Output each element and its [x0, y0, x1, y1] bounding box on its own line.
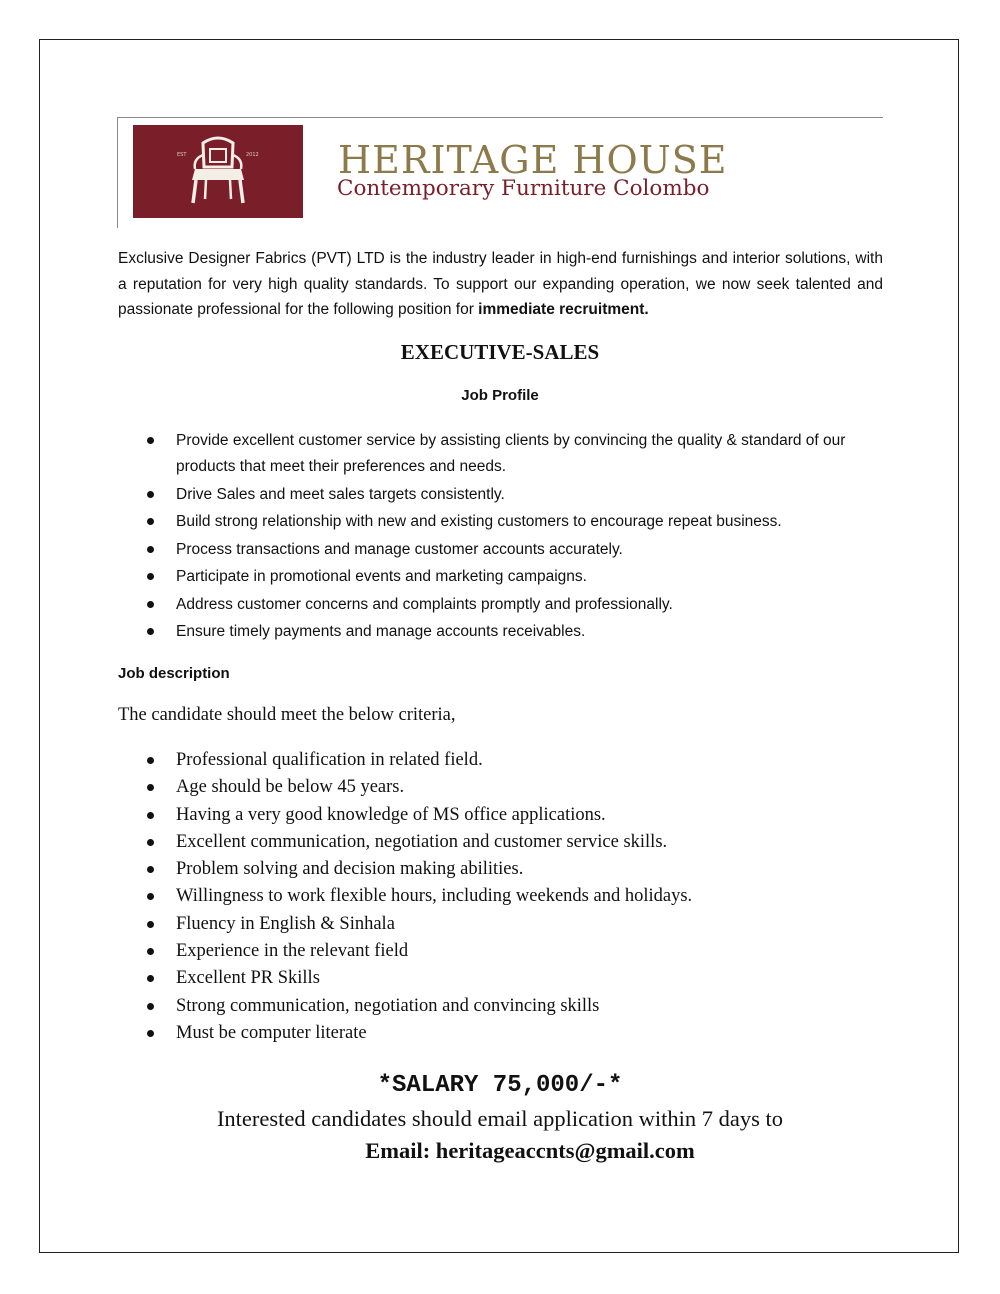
criteria-intro: The candidate should meet the below criteria, [118, 705, 456, 725]
bullet-icon [147, 975, 154, 982]
bullet-icon [147, 1003, 154, 1010]
salary-line: *SALARY 75,000/-* [377, 1072, 623, 1099]
job-description-heading: Job description [118, 665, 230, 682]
brand-name: HERITAGE HOUSE [338, 138, 728, 182]
list-item: Problem solving and decision making abilities. [117, 856, 887, 883]
bullet-icon [147, 437, 154, 444]
bullet-icon [147, 893, 154, 900]
criteria-list [117, 747, 887, 1047]
list-item: Excellent communication, negotiation and customer service skills. [117, 829, 887, 856]
bullet-icon [147, 573, 154, 580]
list-item: Ensure timely payments and manage accounts receivables. [117, 619, 887, 645]
job-title: EXECUTIVE-SALES [400, 340, 600, 364]
job-profile-list [117, 428, 887, 647]
bullet-icon [147, 812, 154, 819]
bullet-icon [147, 839, 154, 846]
bullet-icon [147, 948, 154, 955]
list-item: Participate in promotional events and marketing campaigns. [117, 564, 887, 590]
bullet-icon [147, 784, 154, 791]
bullet-icon [147, 866, 154, 873]
company-logo [117, 117, 883, 228]
intro-text: Exclusive Designer Fabrics (PVT) LTD is the industry leader in high-end furnishings and interior solutions, with a reputation for very high quality standards. To support our expanding operation, we now seek talented and passionate professional for the following position for [118, 250, 883, 318]
bullet-icon [147, 757, 154, 764]
job-profile-heading: Job Profile [461, 387, 539, 404]
apply-instructions: Interested candidates should email application within 7 days to [216, 1106, 784, 1131]
bullet-icon [147, 1030, 154, 1037]
bullet-icon [147, 518, 154, 525]
list-item: Professional qualification in related field. [117, 747, 887, 774]
list-item: Must be computer literate [117, 1020, 887, 1047]
list-item: Excellent PR Skills [117, 965, 887, 992]
svg-text:EST: EST [177, 152, 187, 158]
intro-paragraph [118, 246, 883, 323]
bullet-icon [147, 601, 154, 608]
logo-emblem [133, 125, 303, 218]
list-item: Having a very good knowledge of MS office applications. [117, 802, 887, 829]
bullet-icon [147, 491, 154, 498]
list-item: Age should be below 45 years. [117, 774, 887, 801]
list-item: Strong communication, negotiation and convincing skills [117, 993, 887, 1020]
bullet-icon [147, 921, 154, 928]
chair-icon [133, 125, 303, 218]
list-item: Experience in the relevant field [117, 938, 887, 965]
list-item: Address customer concerns and complaints promptly and professionally. [117, 592, 887, 618]
list-item: Process transactions and manage customer accounts accurately. [117, 537, 887, 563]
contact-email[interactable]: Email: heritageaccnts@gmail.com [365, 1138, 695, 1163]
list-item: Willingness to work flexible hours, including weekends and holidays. [117, 883, 887, 910]
bullet-icon [147, 628, 154, 635]
list-item: Fluency in English & Sinhala [117, 911, 887, 938]
svg-text:2012: 2012 [246, 152, 259, 158]
brand-tagline: Contemporary Furniture Colombo [337, 176, 710, 201]
bullet-icon [147, 546, 154, 553]
list-item: Provide excellent customer service by assisting clients by convincing the quality & standard of our products that meet their preferences and needs. [117, 428, 887, 480]
list-item: Drive Sales and meet sales targets consistently. [117, 482, 887, 508]
list-item: Build strong relationship with new and existing customers to encourage repeat business. [117, 509, 887, 535]
intro-bold-text: immediate recruitment. [478, 301, 649, 318]
